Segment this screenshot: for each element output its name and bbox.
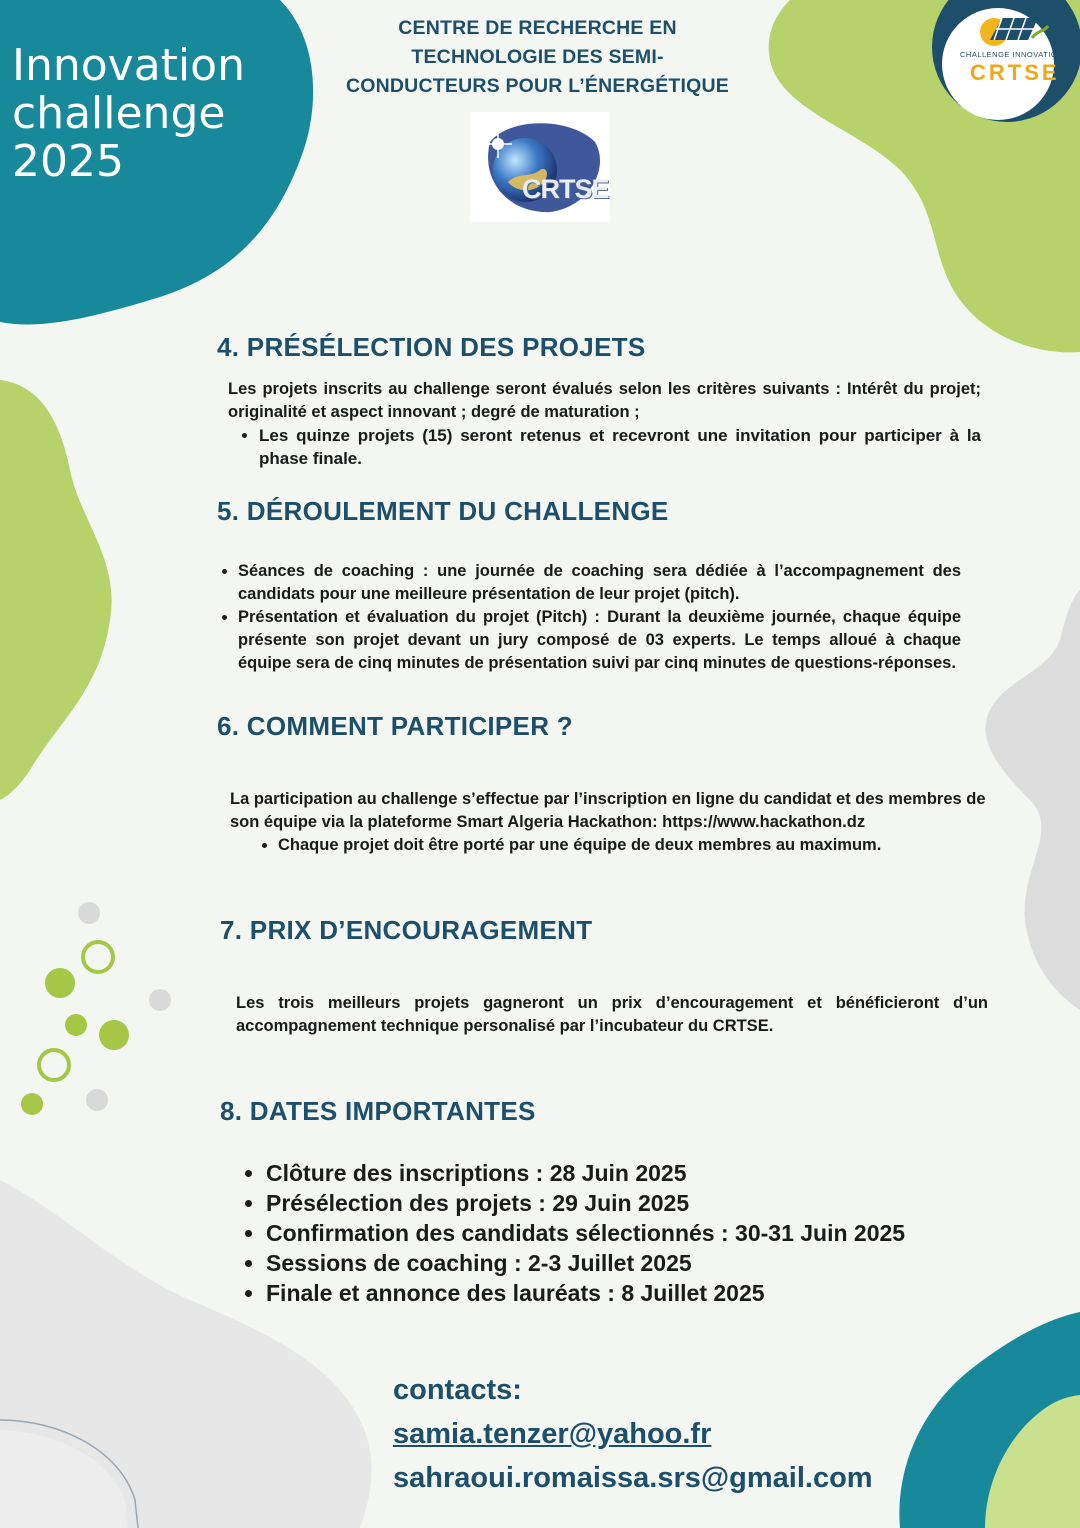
crtse-logo: [470, 112, 610, 222]
organization-name: [330, 14, 745, 101]
section-8-body: [244, 1158, 944, 1308]
badge-main-text: CRTSE: [970, 60, 1060, 85]
section-6-text: La participation au challenge s’effectue par l’inscription en ligne du candidat et des membres de son équipe via la plateforme Smart Algeria Hackathon: https://www.hackathon.dz: [230, 790, 986, 831]
solar-panel-icon: [972, 10, 1052, 50]
contacts-label: contacts:: [393, 1374, 522, 1406]
section-7-heading: 7. PRIX D’ENCOURAGEMENT: [220, 915, 593, 945]
section-4-list: [228, 424, 981, 470]
list-item: • Chaque projet doit être porté par une équipe de deux membres au maximum.: [278, 834, 986, 857]
email-link-2[interactable]: sahraoui.romaissa.srs@gmail.com: [393, 1462, 873, 1494]
section-5-list: [217, 560, 961, 675]
grey-blob-right: [986, 590, 1080, 1010]
decorative-dots: [10, 895, 210, 1125]
email-link-1[interactable]: samia.tenzer@yahoo.fr: [393, 1418, 712, 1450]
list-item: • Finale et annonce des lauréats : 8 Juillet 2025: [266, 1278, 944, 1308]
section-4-body: [228, 378, 981, 470]
badge-top-text: CHALLENGE INNOVATION: [960, 50, 1064, 59]
title-line-2: challenge: [12, 88, 226, 139]
event-title: [12, 42, 292, 186]
section-8-heading: 8. DATES IMPORTANTES: [220, 1096, 536, 1126]
org-line-3: CONDUCTEURS POUR L’ÉNERGÉTIQUE: [345, 75, 730, 97]
globe-icon: [470, 112, 610, 222]
list-item: • Clôture des inscriptions : 28 Juin 2025: [266, 1158, 944, 1188]
section-6-heading: 6. COMMENT PARTICIPER ?: [217, 711, 573, 741]
section-5-body: [217, 560, 961, 675]
section-7-text: Les trois meilleurs projets gagneront un prix d’encouragement et bénéficieront d’un accompagnement technique personalisé par l’incubateur du CRTSE.: [236, 994, 988, 1035]
section-6-body: [230, 788, 986, 857]
green-blob-left: [0, 380, 112, 800]
list-item: • Présentation et évaluation du projet (Pitch) : Durant la deuxième journée, chaque équipe présente son projet devant un jury composé de 03 experts. Le temps alloué à chaque équipe sera de cinq minutes de présentation suivi par cinq minutes de questions-réponses.: [238, 606, 961, 675]
org-line-1: CENTRE DE RECHERCHE EN: [398, 17, 677, 39]
contacts-block: [393, 1368, 953, 1500]
section-6-list: [230, 834, 986, 857]
list-item: • Confirmation des candidats sélectionnés : 30-31 Juin 2025: [266, 1218, 944, 1248]
important-dates-list: [244, 1158, 944, 1308]
title-line-3: 2025: [12, 136, 124, 187]
crtse-logo-text: CRTSE: [522, 174, 609, 204]
org-line-2: TECHNOLOGIE DES SEMI-: [411, 46, 664, 68]
list-item: • Présélection des projets : 29 Juin 2025: [266, 1188, 944, 1218]
title-line-1: Innovation: [12, 40, 245, 91]
list-item: • Les quinze projets (15) seront retenus et recevront une invitation pour participer à la phase finale.: [259, 424, 981, 470]
section-5-heading: 5. DÉROULEMENT DU CHALLENGE: [217, 496, 669, 526]
list-item: • Séances de coaching : une journée de coaching sera dédiée à l’accompagnement des candidats pour une meilleure présentation de leur projet (pitch).: [238, 560, 961, 606]
section-4-heading: 4. PRÉSÉLECTION DES PROJETS: [217, 332, 646, 362]
list-item: • Sessions de coaching : 2-3 Juillet 2025: [266, 1248, 944, 1278]
section-4-text: Les projets inscrits au challenge seront évalués selon les critères suivants : Intérêt du projet; originalité et aspect innovant ; degré de maturation ;: [228, 380, 981, 421]
